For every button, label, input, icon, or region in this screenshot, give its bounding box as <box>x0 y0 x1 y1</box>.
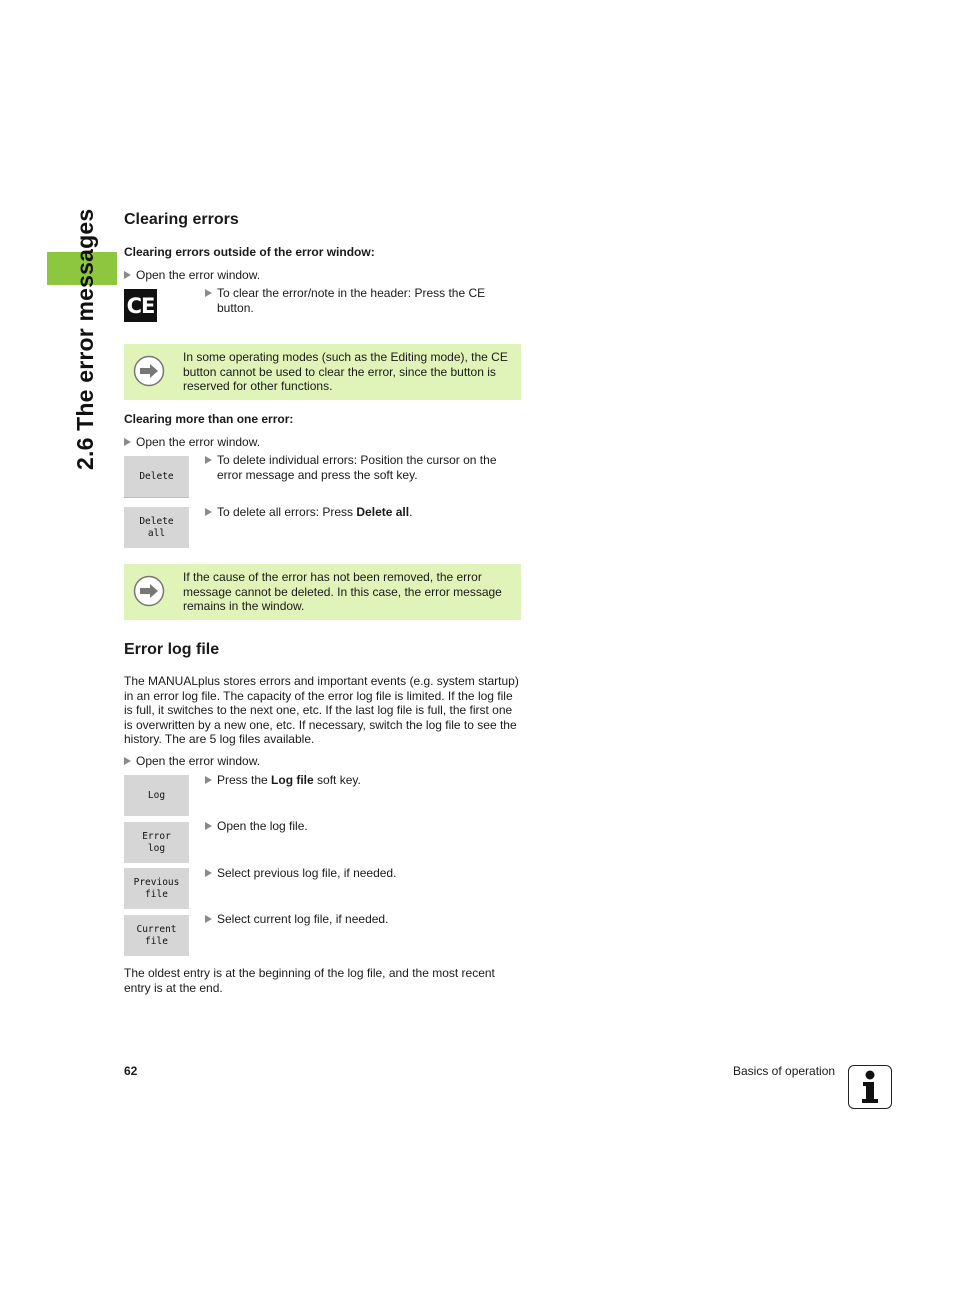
softkey-error-log: Error log <box>124 822 189 863</box>
arrow-right-icon <box>133 355 165 387</box>
subhead-outside-window: Clearing errors outside of the error window: <box>124 245 375 259</box>
bullet-arrow-icon <box>205 915 212 923</box>
step-open-log: Open the log file. <box>205 819 308 834</box>
ce-key-icon: CE <box>124 289 157 322</box>
arrow-right-icon <box>133 575 165 607</box>
softkey-current-file: Current file <box>124 915 189 956</box>
softkey-previous-file: Previous file <box>124 868 189 909</box>
note-text: If the cause of the error has not been removed, the error message cannot be deleted. In this case, the error message remains in the window. <box>183 570 502 613</box>
step-log-file: Press the Log file soft key. <box>205 773 361 788</box>
chapter-title: Basics of operation <box>733 1064 836 1078</box>
step-delete: To delete individual errors: Position the cursor on the error message and press the soft key. <box>205 453 520 482</box>
step-open-window: Open the error window. <box>124 268 260 283</box>
heading-error-log-file: Error log file <box>124 641 220 658</box>
softkey-log: Log <box>124 775 189 816</box>
step-current-file: Select current log file, if needed. <box>205 912 388 927</box>
softkey-delete-all: Delete all <box>124 507 189 548</box>
bullet-arrow-icon <box>124 438 131 446</box>
bullet-arrow-icon <box>205 822 212 830</box>
bullet-arrow-icon <box>124 271 131 279</box>
section-title-vertical: 2.6 The error messages <box>72 208 98 470</box>
heading-clearing-errors: Clearing errors <box>124 211 239 228</box>
paragraph-log-outro: The oldest entry is at the beginning of the log file, and the most recent entry is at the end. <box>124 966 495 995</box>
step-open-window-2: Open the error window. <box>124 435 260 450</box>
page-number: 62 <box>124 1064 138 1078</box>
note-box-delete <box>124 564 521 620</box>
bullet-arrow-icon <box>205 456 212 464</box>
bullet-arrow-icon <box>205 776 212 784</box>
softkey-delete: Delete <box>124 456 189 498</box>
note-text: In some operating modes (such as the Editing mode), the CE button cannot be used to clear the error, since the button is reserved for other functions. <box>183 350 508 393</box>
bullet-arrow-icon <box>205 508 212 516</box>
bullet-arrow-icon <box>205 869 212 877</box>
bullet-arrow-icon <box>205 289 212 297</box>
note-box-ce <box>124 344 521 400</box>
subhead-multiple-errors: Clearing more than one error: <box>124 412 294 426</box>
step-ce: To clear the error/note in the header: Press the CE button. <box>205 286 515 315</box>
bullet-arrow-icon <box>124 757 131 765</box>
step-delete-all: To delete all errors: Press Delete all. <box>205 505 520 520</box>
step-previous-file: Select previous log file, if needed. <box>205 866 396 881</box>
info-icon <box>848 1065 892 1109</box>
step-open-window-3: Open the error window. <box>124 754 260 769</box>
paragraph-log-intro: The MANUALplus stores errors and important events (e.g. system startup) in an error log file. The capacity of the error log file is limited. If the log file is full, it switches to the next one, etc. If the last log file is full, the first one is overwritten by a new one, etc. If necessary, switch the log file to see the history. The are 5 log files available. <box>124 674 519 746</box>
